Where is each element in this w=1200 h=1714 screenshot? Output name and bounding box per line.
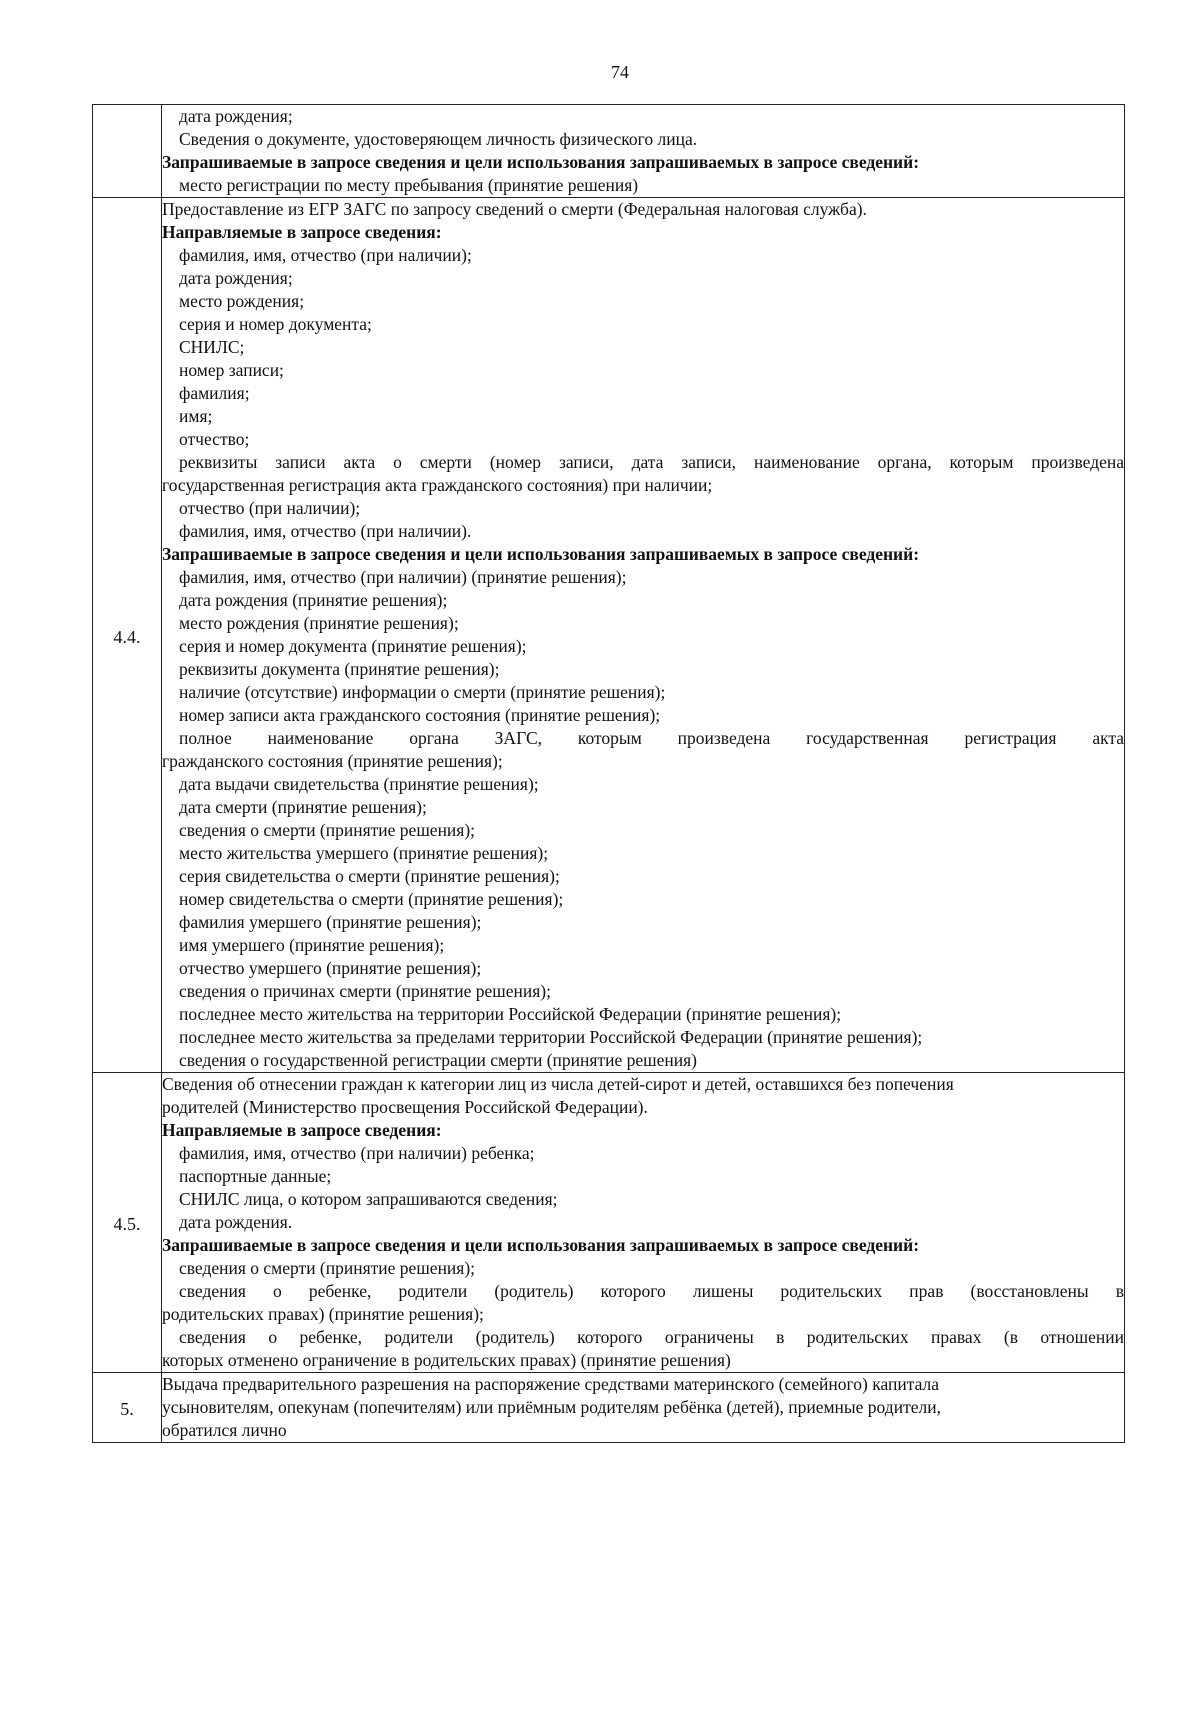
- row-content-cell: [162, 105, 1125, 198]
- text-line: сведения о причинах смерти (принятие решения);: [179, 981, 551, 1001]
- section-heading: Направляемые в запросе сведения:: [162, 1120, 442, 1140]
- table-row: [93, 105, 1125, 198]
- text-line: родителей (Министерство просвещения Российской Федерации).: [162, 1097, 648, 1117]
- text-line: Предоставление из ЕГР ЗАГС по запросу сведений о смерти (Федеральная налоговая служба).: [162, 199, 867, 219]
- row-number-cell: [93, 198, 162, 1073]
- row-content-cell: [162, 198, 1125, 1073]
- table-body: [93, 105, 1125, 1443]
- text-line: фамилия, имя, отчество (при наличии) (принятие решения);: [179, 567, 627, 587]
- text-line: дата рождения.: [179, 1212, 293, 1232]
- text-line: СНИЛС лица, о котором запрашиваются сведения;: [179, 1189, 558, 1209]
- text-line: дата рождения (принятие решения);: [179, 590, 448, 610]
- text-line: дата рождения;: [179, 268, 293, 288]
- row-number: 4.4.: [113, 626, 141, 647]
- text-line: Выдача предварительного разрешения на распоряжение средствами материнского (семейного) капитала: [162, 1374, 940, 1394]
- text-line: государственная регистрация акта гражданского состояния) при наличии;: [162, 475, 713, 495]
- text-line: последнее место жительства на территории Российской Федерации (принятие решения);: [179, 1004, 842, 1024]
- text-line: которых отменено ограничение в родительских правах) (принятие решения): [162, 1350, 731, 1370]
- text-line: серия свидетельства о смерти (принятие решения);: [179, 866, 560, 886]
- text-line: номер записи акта гражданского состояния (принятие решения);: [179, 705, 661, 725]
- page-number: 74: [611, 62, 629, 82]
- section-heading: Запрашиваемые в запросе сведения и цели использования запрашиваемых в запросе сведений:: [162, 544, 920, 564]
- text-line: обратился лично: [162, 1420, 287, 1440]
- text-line: дата выдачи свидетельства (принятие решения);: [179, 774, 539, 794]
- text-line: место жительства умершего (принятие решения);: [179, 843, 549, 863]
- text-line: реквизиты документа (принятие решения);: [179, 659, 500, 679]
- section-heading: Направляемые в запросе сведения:: [162, 222, 442, 242]
- table-row: [93, 198, 1125, 1073]
- text-line: фамилия, имя, отчество (при наличии) ребенка;: [179, 1143, 535, 1163]
- text-line: имя;: [179, 406, 213, 426]
- table-row: [93, 1373, 1125, 1443]
- text-line: полное наименование органа ЗАГС, которым произведена государственная регистрация акта: [179, 728, 1124, 748]
- text-line: серия и номер документа;: [179, 314, 372, 334]
- row-content-cell: [162, 1373, 1125, 1443]
- text-line: отчество (при наличии);: [179, 498, 361, 518]
- text-line: дата рождения;: [179, 106, 293, 126]
- text-line: сведения о ребенке, родители (родитель) которого лишены родительских прав (восстановлены в: [179, 1281, 1124, 1301]
- text-line: реквизиты записи акта о смерти (номер записи, дата записи, наименование органа, которым произведена: [179, 452, 1124, 472]
- text-line: фамилия;: [179, 383, 250, 403]
- text-line: место рождения (принятие решения);: [179, 613, 459, 633]
- text-line: усыновителям, опекунам (попечителям) или приёмным родителям ребёнка (детей), приемные родители,: [162, 1397, 941, 1417]
- text-line: серия и номер документа (принятие решения);: [179, 636, 527, 656]
- section-heading: Запрашиваемые в запросе сведения и цели использования запрашиваемых в запросе сведений:: [162, 1235, 920, 1255]
- text-line: Сведения о документе, удостоверяющем личность физического лица.: [179, 129, 698, 149]
- text-line: имя умершего (принятие решения);: [179, 935, 445, 955]
- row-number-cell: [93, 1373, 162, 1443]
- text-line: номер свидетельства о смерти (принятие решения);: [179, 889, 564, 909]
- text-line: последнее место жительства за пределами территории Российской Федерации (принятие решения);: [179, 1027, 923, 1047]
- table-row: [93, 1073, 1125, 1373]
- text-line: место регистрации по месту пребывания (принятие решения): [179, 175, 639, 195]
- text-line: номер записи;: [179, 360, 284, 380]
- row-content-cell: [162, 1073, 1125, 1373]
- text-line: паспортные данные;: [179, 1166, 332, 1186]
- row-number: 4.5.: [113, 1214, 141, 1234]
- text-line: СНИЛС;: [179, 337, 245, 357]
- text-line: Сведения об отнесении граждан к категории лиц из числа детей-сирот и детей, оставшихся без попечения: [162, 1074, 954, 1094]
- section-heading: Запрашиваемые в запросе сведения и цели использования запрашиваемых в запросе сведений:: [162, 152, 920, 172]
- text-line: сведения о ребенке, родители (родитель) которого ограничены в родительских правах (в отношении: [179, 1327, 1124, 1347]
- text-line: сведения о смерти (принятие решения);: [179, 1258, 476, 1278]
- text-line: сведения о государственной регистрации смерти (принятие решения): [179, 1050, 697, 1070]
- text-line: фамилия умершего (принятие решения);: [179, 912, 482, 932]
- text-line: наличие (отсутствие) информации о смерти (принятие решения);: [179, 682, 666, 702]
- text-line: фамилия, имя, отчество (при наличии);: [179, 245, 472, 265]
- services-table: [92, 104, 1125, 1443]
- text-line: дата смерти (принятие решения);: [179, 797, 427, 817]
- text-line: гражданского состояния (принятие решения);: [162, 751, 503, 771]
- text-line: сведения о смерти (принятие решения);: [179, 820, 476, 840]
- text-line: родительских правах) (принятие решения);: [162, 1304, 484, 1324]
- row-number-cell: [93, 105, 162, 198]
- text-line: место рождения;: [179, 291, 305, 311]
- row-number-cell: [93, 1073, 162, 1373]
- text-line: отчество умершего (принятие решения);: [179, 958, 482, 978]
- row-number: 5.: [120, 1399, 134, 1419]
- text-line: фамилия, имя, отчество (при наличии).: [179, 521, 472, 541]
- text-line: отчество;: [179, 429, 250, 449]
